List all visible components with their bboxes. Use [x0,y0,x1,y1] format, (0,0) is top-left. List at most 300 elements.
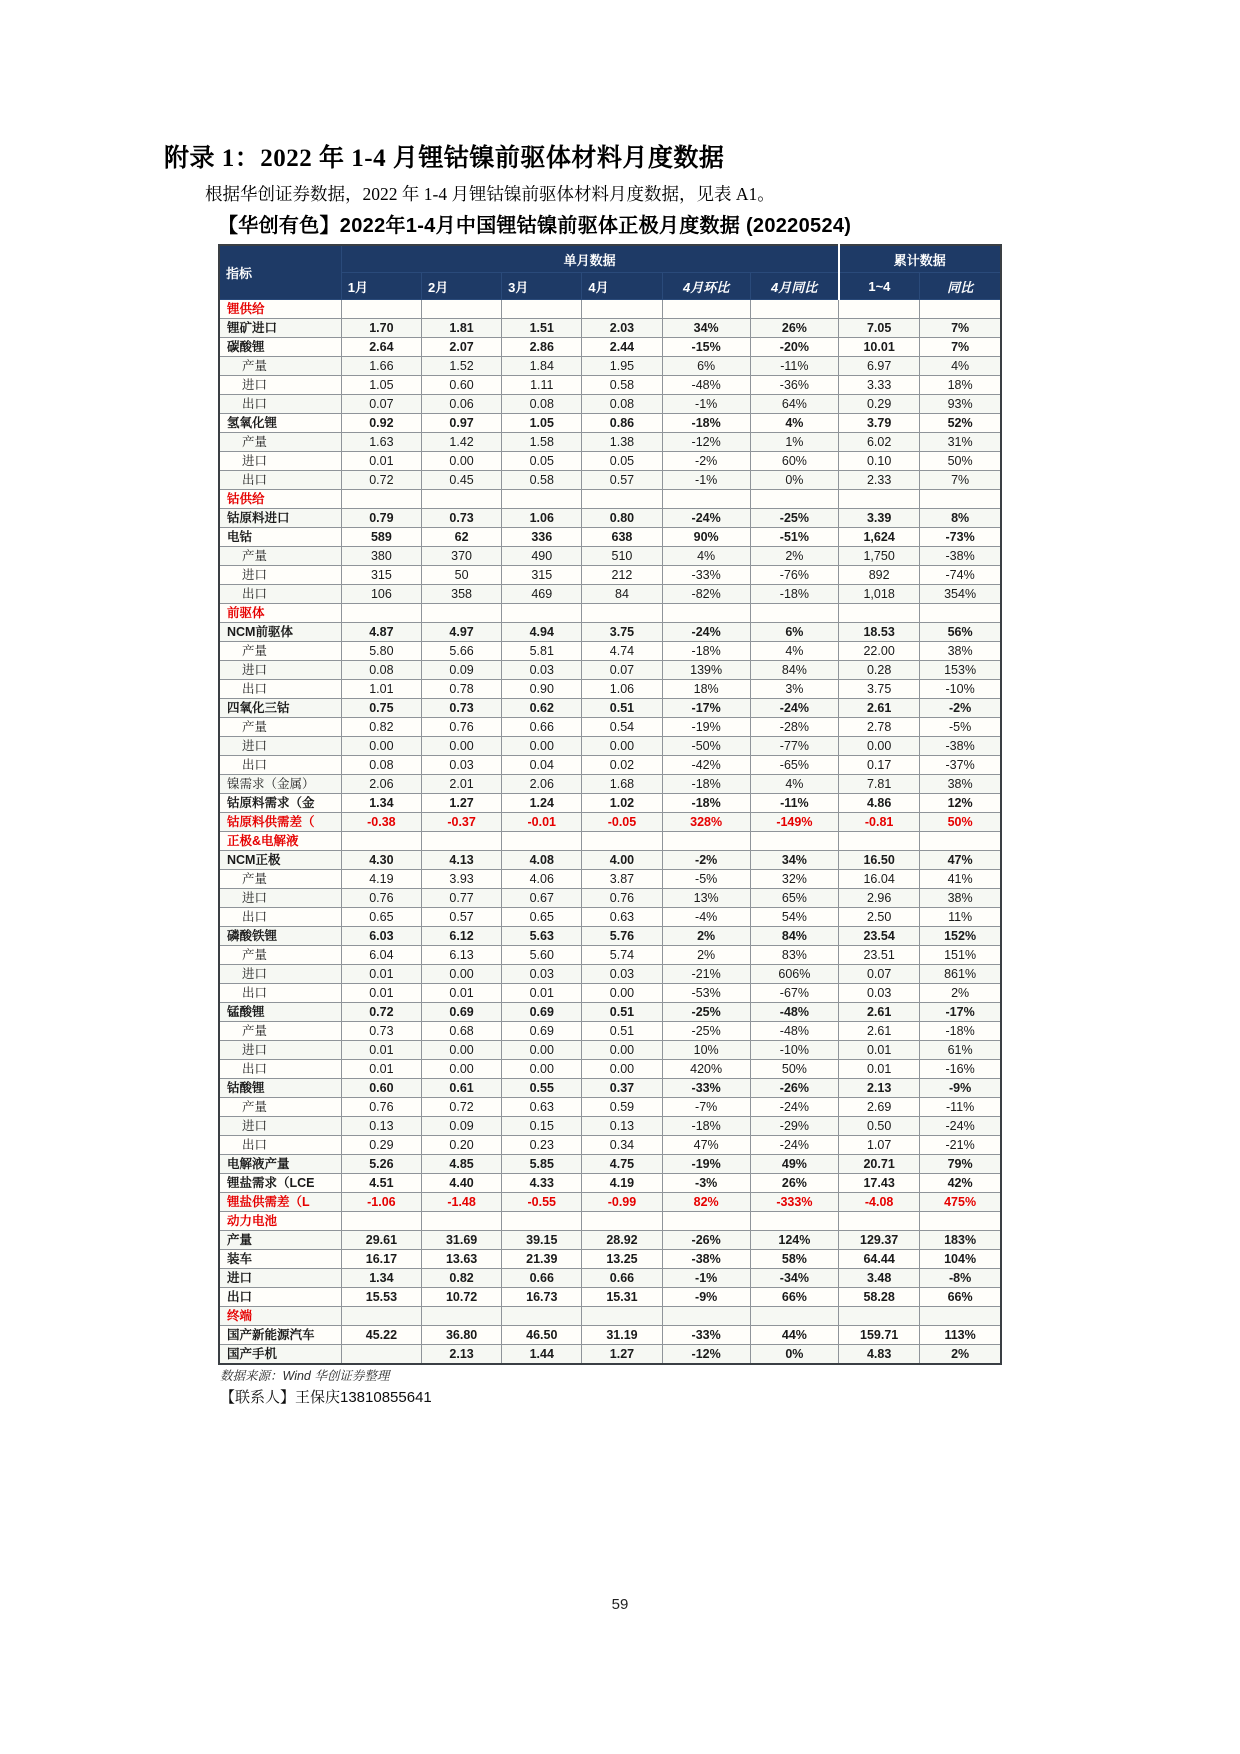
data-cell: 0.00 [502,737,582,756]
data-cell: 2.01 [421,775,501,794]
data-cell: 0.86 [582,414,662,433]
data-cell: 510 [582,547,662,566]
data-cell: 4% [750,414,838,433]
table-row [219,509,1001,528]
data-cell: 0.55 [502,1079,582,1098]
data-cell: -4.08 [839,1193,920,1212]
data-cell: -10% [750,1041,838,1060]
data-cell: -15% [662,338,750,357]
data-cell: -17% [662,699,750,718]
data-cell: 0.57 [421,908,501,927]
data-cell: 159.71 [839,1326,920,1345]
data-cell: 7.05 [839,319,920,338]
data-cell: -36% [750,376,838,395]
data-cell: 104% [920,1250,1001,1269]
data-cell [502,1307,582,1326]
data-cell: 32% [750,870,838,889]
table-row [219,737,1001,756]
table-row [219,471,1001,490]
table-row [219,946,1001,965]
data-cell: -21% [920,1136,1001,1155]
data-cell: 18% [662,680,750,699]
data-cell: 0.77 [421,889,501,908]
data-cell [750,1307,838,1326]
data-cell: -33% [662,1079,750,1098]
data-cell: 0.04 [502,756,582,775]
data-cell: 0.01 [341,452,421,471]
data-cell: 84% [750,927,838,946]
data-cell: 0.00 [502,1060,582,1079]
data-cell [920,300,1001,319]
data-cell: 1.52 [421,357,501,376]
data-cell: 0.63 [502,1098,582,1117]
data-cell: 46.50 [502,1326,582,1345]
data-cell: -11% [750,794,838,813]
data-cell: 0.82 [421,1269,501,1288]
data-cell: 0.60 [421,376,501,395]
data-cell: 0.66 [502,718,582,737]
data-cell: -20% [750,338,838,357]
monthly-data-table [218,244,1002,1365]
data-cell: 90% [662,528,750,547]
data-cell: 2.44 [582,338,662,357]
data-cell: -18% [662,794,750,813]
data-cell [582,1212,662,1231]
row-label: 产量 [219,1231,341,1250]
data-cell: 66% [920,1288,1001,1307]
data-cell: 0.60 [341,1079,421,1098]
data-cell: 606% [750,965,838,984]
data-cell: 0.58 [582,376,662,395]
row-label: 进口 [219,889,341,908]
data-cell: 0.00 [582,737,662,756]
data-cell: 5.66 [421,642,501,661]
column-header: 1~4 [839,273,920,300]
data-cell: 490 [502,547,582,566]
data-cell: 31.69 [421,1231,501,1250]
data-cell: 2.13 [839,1079,920,1098]
data-cell: 22.00 [839,642,920,661]
table-row [219,338,1001,357]
data-cell: 2.78 [839,718,920,737]
page-number: 59 [611,1596,629,1613]
data-cell: 0.63 [582,908,662,927]
data-cell [839,1307,920,1326]
data-cell: 5.81 [502,642,582,661]
data-cell: 1.24 [502,794,582,813]
row-label: 四氧化三钴 [219,699,341,718]
data-cell: 4.06 [502,870,582,889]
data-cell: 0.00 [341,737,421,756]
row-label: NCM正极 [219,851,341,870]
indicator-header: 指标 [219,245,341,300]
data-cell: 0.67 [502,889,582,908]
data-cell [341,832,421,851]
table-row [219,642,1001,661]
data-cell: -19% [662,1155,750,1174]
row-label: 前驱体 [219,604,341,623]
data-cell: 6.03 [341,927,421,946]
data-cell: 0.62 [502,699,582,718]
data-cell: 1% [750,433,838,452]
data-cell [920,604,1001,623]
data-cell: 0.75 [341,699,421,718]
data-cell: 6% [750,623,838,642]
data-cell: 3.93 [421,870,501,889]
data-cell: 1,750 [839,547,920,566]
data-cell: -82% [662,585,750,604]
data-cell: 61% [920,1041,1001,1060]
table-row [219,490,1001,509]
data-cell: 0.15 [502,1117,582,1136]
data-cell: 34% [750,851,838,870]
data-cell [582,300,662,319]
data-cell: 2.06 [502,775,582,794]
data-cell [750,1212,838,1231]
data-cell: 153% [920,661,1001,680]
data-cell: 20.71 [839,1155,920,1174]
data-cell: 13.25 [582,1250,662,1269]
data-cell: 113% [920,1326,1001,1345]
data-cell: 1.51 [502,319,582,338]
data-cell: 0.13 [582,1117,662,1136]
data-cell: 2% [920,1345,1001,1365]
data-cell: -1.48 [421,1193,501,1212]
data-cell: 0.00 [421,1041,501,1060]
data-cell: -2% [662,452,750,471]
data-cell: -50% [662,737,750,756]
table-row [219,680,1001,699]
row-label: 锂盐供需差（L [219,1193,341,1212]
data-cell: -53% [662,984,750,1003]
data-cell: 0.76 [421,718,501,737]
data-cell: 56% [920,623,1001,642]
data-cell [582,1307,662,1326]
table-row [219,699,1001,718]
table-row [219,718,1001,737]
row-label: 进口 [219,1269,341,1288]
data-cell [421,832,501,851]
data-cell: 0.58 [502,471,582,490]
data-cell: 4% [750,775,838,794]
row-label: 碳酸锂 [219,338,341,357]
data-cell: 7% [920,319,1001,338]
data-cell: -51% [750,528,838,547]
data-cell [421,604,501,623]
data-cell: -18% [662,775,750,794]
data-cell: 638 [582,528,662,547]
row-label: 钴供给 [219,490,341,509]
data-cell: 0.05 [502,452,582,471]
row-label: 氢氧化锂 [219,414,341,433]
data-cell: 29.61 [341,1231,421,1250]
monthly-data-table-section [218,209,1008,1365]
data-cell: 82% [662,1193,750,1212]
data-cell: 0.08 [341,661,421,680]
table-row [219,1345,1001,1365]
data-cell: 152% [920,927,1001,946]
table-row [219,870,1001,889]
data-cell [421,300,501,319]
table-row [219,566,1001,585]
data-cell: -0.38 [341,813,421,832]
data-cell: 83% [750,946,838,965]
table-row [219,357,1001,376]
data-cell: 0.05 [582,452,662,471]
data-cell: 2% [750,547,838,566]
data-cell: 84% [750,661,838,680]
data-cell: 183% [920,1231,1001,1250]
data-cell: 336 [502,528,582,547]
data-cell: 0.00 [582,1060,662,1079]
data-cell: -18% [750,585,838,604]
data-cell: 0.29 [341,1136,421,1155]
data-cell: -73% [920,528,1001,547]
row-label: 产量 [219,642,341,661]
table-row [219,1041,1001,1060]
data-cell: 0.29 [839,395,920,414]
data-cell: -21% [662,965,750,984]
data-cell [502,832,582,851]
data-cell: 15.31 [582,1288,662,1307]
data-cell: 2.61 [839,699,920,718]
data-cell [502,490,582,509]
data-cell: -24% [920,1117,1001,1136]
data-cell: 1.58 [502,433,582,452]
data-cell: 1.27 [421,794,501,813]
data-cell: -1.06 [341,1193,421,1212]
data-cell: 28.92 [582,1231,662,1250]
table-row [219,889,1001,908]
appendix-heading: 附录 1：2022 年 1-4 月锂钴镍前驱体材料月度数据 [164,145,725,172]
data-cell: -149% [750,813,838,832]
data-cell: 2% [920,984,1001,1003]
data-cell: 0.00 [421,1060,501,1079]
data-cell: 4.94 [502,623,582,642]
data-cell [341,300,421,319]
data-cell: 0.08 [341,756,421,775]
data-cell: 5.74 [582,946,662,965]
data-cell: 0.01 [341,965,421,984]
data-cell: 5.76 [582,927,662,946]
row-label: 进口 [219,566,341,585]
data-cell: -48% [662,376,750,395]
data-cell: 0.78 [421,680,501,699]
data-cell: 0.97 [421,414,501,433]
data-cell [920,1212,1001,1231]
data-cell: 0.09 [421,661,501,680]
data-cell: 0.03 [502,661,582,680]
data-cell: -76% [750,566,838,585]
data-cell: 370 [421,547,501,566]
data-cell [750,490,838,509]
data-cell: -29% [750,1117,838,1136]
table-row [219,1117,1001,1136]
data-cell: 0.57 [582,471,662,490]
data-cell: 13% [662,889,750,908]
row-label: 出口 [219,756,341,775]
table-row [219,319,1001,338]
data-cell: 18.53 [839,623,920,642]
data-cell: 0.20 [421,1136,501,1155]
row-label: 国产新能源汽车 [219,1326,341,1345]
data-cell: 4.85 [421,1155,501,1174]
table-row [219,1022,1001,1041]
data-cell: 36.80 [421,1326,501,1345]
data-cell: -24% [662,623,750,642]
data-cell: 58.28 [839,1288,920,1307]
data-cell: -11% [920,1098,1001,1117]
data-cell: 0.51 [582,699,662,718]
data-cell: 16.17 [341,1250,421,1269]
data-cell: 7% [920,338,1001,357]
data-cell: 5.63 [502,927,582,946]
row-label: 出口 [219,908,341,927]
data-cell: -0.55 [502,1193,582,1212]
data-cell: 2% [662,946,750,965]
data-cell: 4.13 [421,851,501,870]
data-cell: -26% [750,1079,838,1098]
data-cell: 1,018 [839,585,920,604]
data-cell: 0.69 [421,1003,501,1022]
data-cell: 0.51 [582,1022,662,1041]
data-cell: 45.22 [341,1326,421,1345]
data-cell: 4.33 [502,1174,582,1193]
data-cell: 1.70 [341,319,421,338]
data-cell: 1.06 [582,680,662,699]
data-cell: 23.51 [839,946,920,965]
data-cell: 5.85 [502,1155,582,1174]
row-label: 出口 [219,395,341,414]
row-label: 磷酸铁锂 [219,927,341,946]
data-cell [920,490,1001,509]
data-cell: 475% [920,1193,1001,1212]
data-cell: 17.43 [839,1174,920,1193]
data-cell: 66% [750,1288,838,1307]
data-cell: 0.82 [341,718,421,737]
column-header: 4月同比 [750,273,838,300]
data-cell: 64.44 [839,1250,920,1269]
data-cell: 1.11 [502,376,582,395]
data-cell: 0.68 [421,1022,501,1041]
data-cell: 0.28 [839,661,920,680]
data-cell: 0.23 [502,1136,582,1155]
row-label: 进口 [219,376,341,395]
data-cell: 47% [662,1136,750,1155]
row-label: 进口 [219,737,341,756]
data-cell: 7% [920,471,1001,490]
data-cell: 0.07 [839,965,920,984]
data-cell: -16% [920,1060,1001,1079]
data-cell: 50% [750,1060,838,1079]
data-cell: 0.72 [341,471,421,490]
data-cell: 0.37 [582,1079,662,1098]
data-cell: 64% [750,395,838,414]
row-label: 产量 [219,547,341,566]
table-row [219,1003,1001,1022]
data-source-note: 数据来源：Wind 华创证券整理 [220,1369,390,1383]
data-cell: 2.96 [839,889,920,908]
data-cell: 4% [920,357,1001,376]
table-row [219,1231,1001,1250]
row-label: 产量 [219,357,341,376]
data-cell: 0.59 [582,1098,662,1117]
data-cell: 0.65 [341,908,421,927]
data-cell: 5.80 [341,642,421,661]
data-cell: -2% [662,851,750,870]
data-cell: 380 [341,547,421,566]
table-title: 【华创有色】2022年1-4月中国锂钴镍前驱体正极月度数据 (20220524) [218,215,852,237]
table-row [219,1269,1001,1288]
data-cell: -0.37 [421,813,501,832]
data-cell: 3.48 [839,1269,920,1288]
data-cell: 0.79 [341,509,421,528]
data-cell [839,300,920,319]
data-cell: -5% [662,870,750,889]
data-cell [839,832,920,851]
data-cell: -25% [662,1003,750,1022]
data-cell: 50 [421,566,501,585]
data-cell: -65% [750,756,838,775]
data-cell: -17% [920,1003,1001,1022]
data-cell: 1.84 [502,357,582,376]
data-cell: -3% [662,1174,750,1193]
data-cell: 21.39 [502,1250,582,1269]
data-cell [582,490,662,509]
row-label: 出口 [219,585,341,604]
data-cell: 0.00 [582,1041,662,1060]
data-cell: 1.81 [421,319,501,338]
data-cell: 1.42 [421,433,501,452]
data-cell: 38% [920,775,1001,794]
data-cell: 5.26 [341,1155,421,1174]
data-cell: 2.33 [839,471,920,490]
data-cell: 7.81 [839,775,920,794]
data-cell: -0.05 [582,813,662,832]
data-cell: 1.05 [341,376,421,395]
data-cell: -18% [662,642,750,661]
data-cell: 4.19 [341,870,421,889]
row-label: 终端 [219,1307,341,1326]
data-cell: 358 [421,585,501,604]
row-label: 进口 [219,661,341,680]
data-cell: 0.90 [502,680,582,699]
data-cell: 3.39 [839,509,920,528]
data-cell: 0.51 [582,1003,662,1022]
data-cell: -12% [662,1345,750,1365]
data-cell [839,1212,920,1231]
contact-note: 【联系人】王保庆13810855641 [220,1389,432,1406]
table-row [219,1174,1001,1193]
data-cell [582,832,662,851]
data-cell: 0.66 [582,1269,662,1288]
data-cell: 0.00 [839,737,920,756]
data-cell [750,300,838,319]
data-cell [662,1307,750,1326]
data-cell: 2.61 [839,1003,920,1022]
data-cell [421,490,501,509]
data-cell: -8% [920,1269,1001,1288]
row-label: 产量 [219,1022,341,1041]
group-header-row [219,245,1001,273]
data-cell: 1.02 [582,794,662,813]
table-row [219,1326,1001,1345]
data-cell: 1.63 [341,433,421,452]
data-cell: 469 [502,585,582,604]
data-cell: 4.97 [421,623,501,642]
data-cell: 1.05 [502,414,582,433]
data-cell: -0.81 [839,813,920,832]
